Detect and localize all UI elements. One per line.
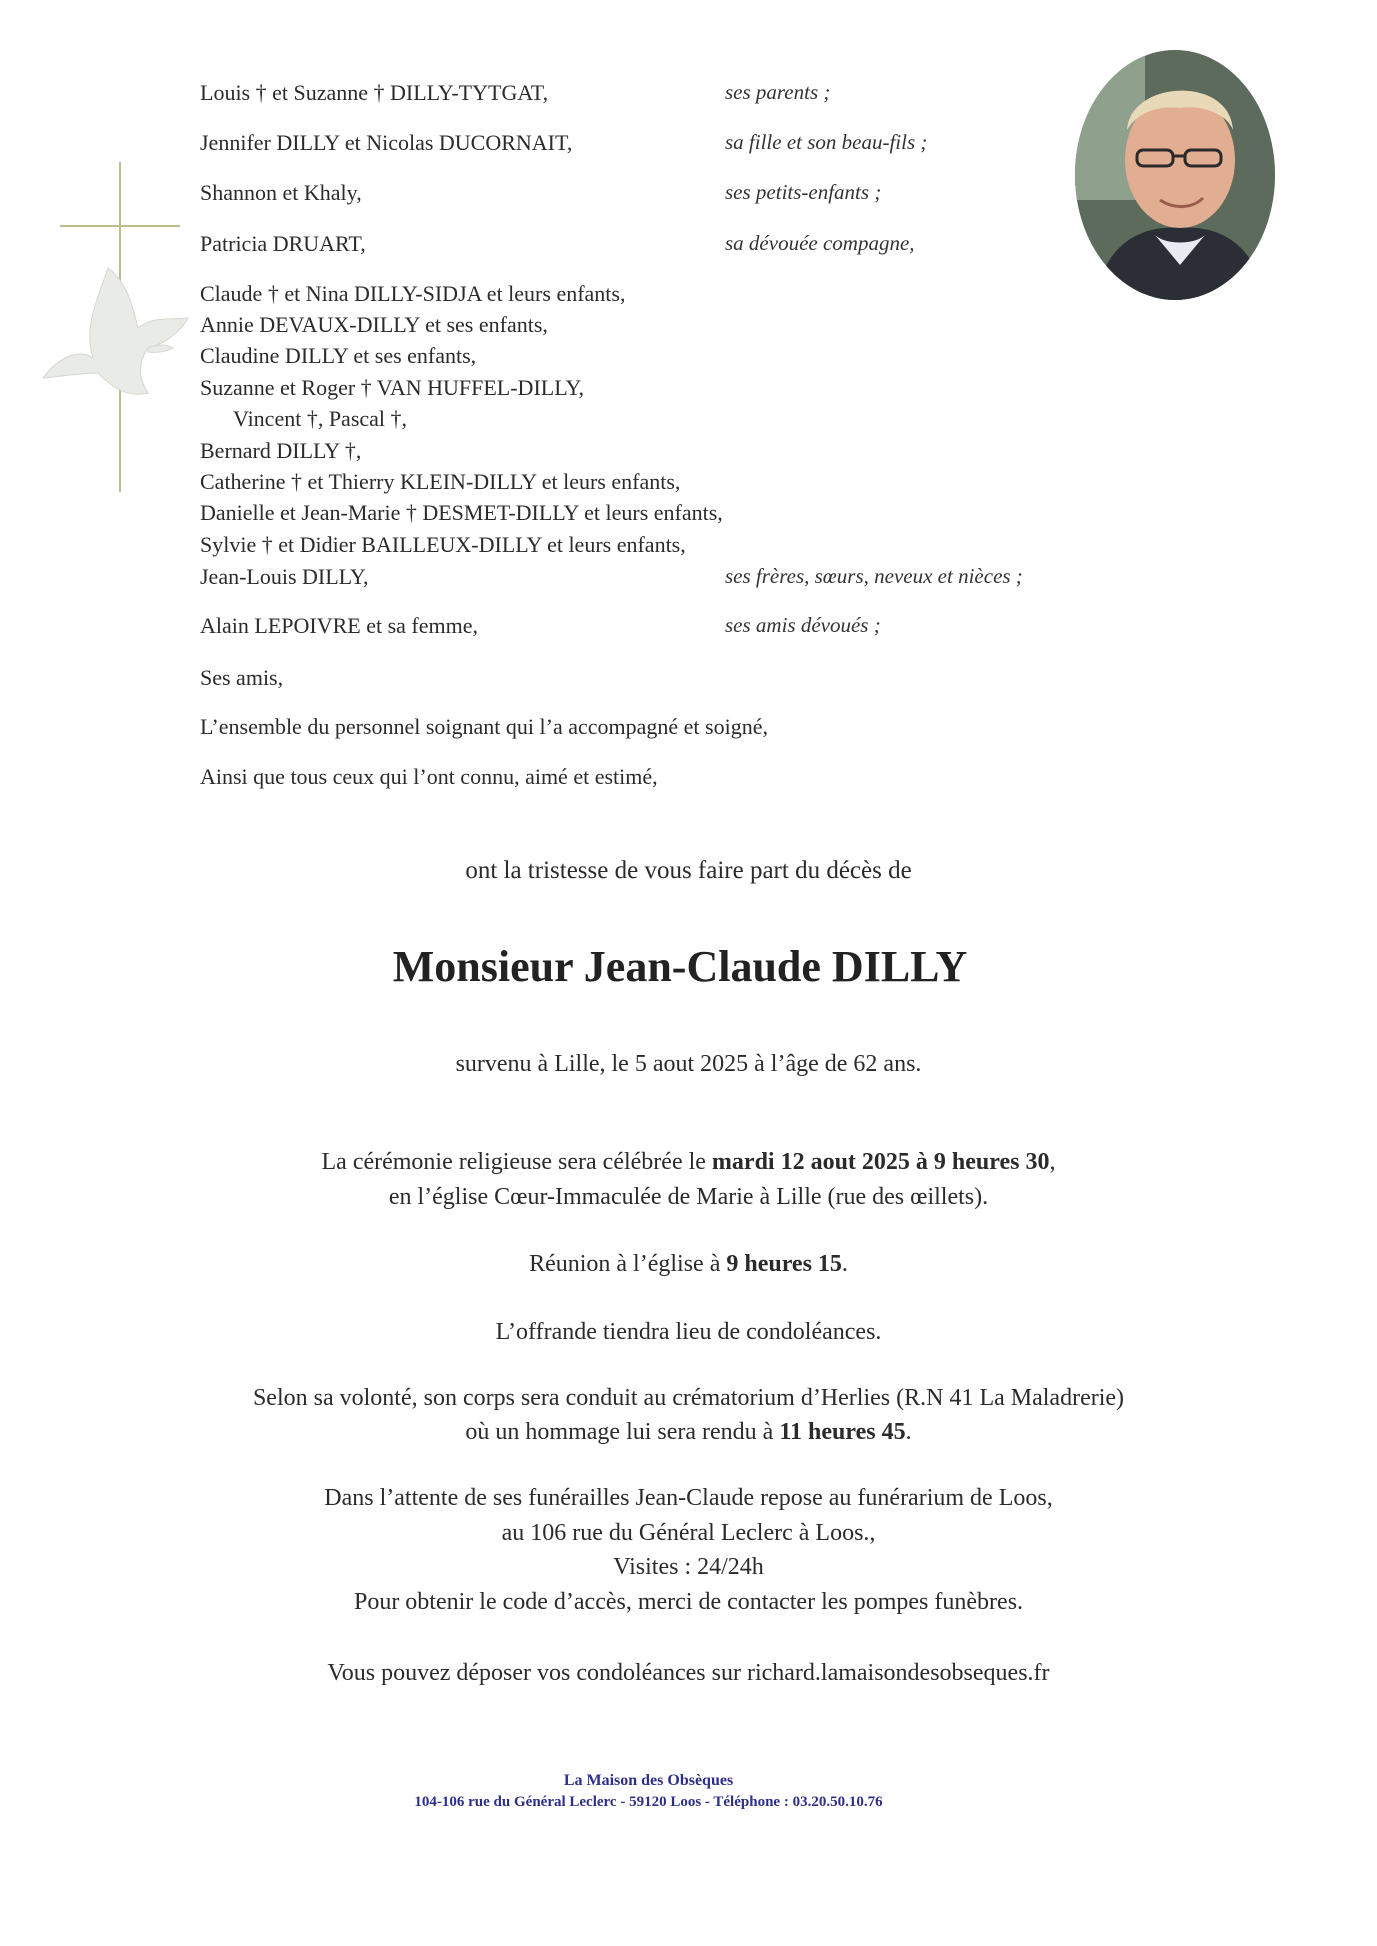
portrait-figure (1075, 50, 1275, 300)
meeting-prefix: Réunion à l’église à (529, 1251, 727, 1277)
sibling-line: Vincent †, Pascal †, (233, 406, 408, 431)
sibling-line: Sylvie † et Didier BAILLEUX-DILLY et leurs enfants, (200, 532, 686, 557)
death-info: survenu à Lille, le 5 aout 2025 à l’âge de 62 ans. (455, 1051, 922, 1077)
family-relation-1: ses parents ; (725, 80, 831, 104)
cross-horizontal (60, 225, 180, 227)
cremation-suffix: . (905, 1419, 912, 1445)
friend-name: Alain LEPOIVRE et sa femme, (200, 613, 478, 638)
condolences-line: Vous pouvez déposer vos condoléances sur richard.lamaisondesobseques.fr (327, 1660, 1050, 1686)
funerarium-line: au 106 rue du Général Leclerc à Loos., (501, 1520, 876, 1546)
family-name-1: Louis † et Suzanne † DILLY-TYTGAT, (200, 80, 549, 105)
family-relation-4: sa dévouée compagne, (725, 231, 915, 255)
funerarium-line: Dans l’attente de ses funérailles Jean-Claude repose au funérarium de Loos, (324, 1485, 1053, 1511)
others-line: Ses amis, (200, 665, 284, 690)
sibling-line: Catherine † et Thierry KLEIN-DILLY et leurs enfants, (200, 469, 681, 494)
others-line: Ainsi que tous ceux qui l’ont connu, aimé et estimé, (200, 764, 658, 789)
meeting-suffix: . (841, 1251, 848, 1277)
cremation-time: 11 heures 45 (779, 1419, 906, 1445)
ceremony-date: mardi 12 aout 2025 à 9 heures 30 (711, 1149, 1050, 1175)
portrait-photo (1075, 50, 1275, 300)
cremation-line-2 (0, 1420, 1377, 1444)
meeting-time: 9 heures 15 (726, 1251, 842, 1277)
footer-address: 104-106 rue du Général Leclerc - 59120 Loos - Téléphone : 03.20.50.10.76 (414, 1794, 883, 1810)
ceremony-line-2: en l’église Cœur-Immaculée de Marie à Lille (rue des œillets). (388, 1184, 989, 1210)
dove-icon (38, 248, 198, 428)
family-relation-2: sa fille et son beau-fils ; (725, 130, 928, 154)
funerarium-line: Visites : 24/24h (613, 1554, 764, 1580)
ceremony-prefix: La cérémonie religieuse sera célébrée le (321, 1149, 712, 1175)
sibling-line: Jean-Louis DILLY, (200, 564, 369, 589)
funerarium-line: Pour obtenir le code d’accès, merci de contacter les pompes funèbres. (353, 1589, 1024, 1615)
sibling-line: Danielle et Jean-Marie † DESMET-DILLY et leurs enfants, (200, 500, 723, 525)
sibling-line: Bernard DILLY †, (200, 438, 362, 463)
siblings-relation: ses frères, sœurs, neveux et nièces ; (725, 564, 1023, 588)
sibling-line: Claudine DILLY et ses enfants, (200, 343, 477, 368)
cremation-line-1: Selon sa volonté, son corps sera conduit au crématorium d’Herlies (R.N 41 La Maladrerie) (252, 1385, 1125, 1411)
announcement: ont la tristesse de vous faire part du décès de (465, 857, 912, 884)
family-name-2: Jennifer DILLY et Nicolas DUCORNAIT, (200, 130, 573, 155)
ceremony-suffix: , (1049, 1149, 1056, 1175)
family-name-4: Patricia DRUART, (200, 231, 366, 256)
sibling-line: Annie DEVAUX-DILLY et ses enfants, (200, 312, 548, 337)
family-name-3: Shannon et Khaly, (200, 180, 362, 205)
footer-company: La Maison des Obsèques (563, 1772, 734, 1789)
meeting-line (0, 1252, 1377, 1276)
family-relation-3: ses petits-enfants ; (725, 180, 882, 204)
sibling-line: Claude † et Nina DILLY-SIDJA et leurs enfants, (200, 281, 626, 306)
friend-relation: ses amis dévoués ; (725, 613, 881, 637)
others-line: L’ensemble du personnel soignant qui l’a accompagné et soigné, (200, 714, 768, 739)
sibling-line: Suzanne et Roger † VAN HUFFEL-DILLY, (200, 375, 584, 400)
offering-line: L’offrande tiendra lieu de condoléances. (495, 1319, 882, 1345)
deceased-name: Monsieur Jean-Claude DILLY (392, 942, 968, 991)
cremation-prefix: où un hommage lui sera rendu à (465, 1419, 780, 1445)
ceremony-line-1 (0, 1150, 1377, 1174)
